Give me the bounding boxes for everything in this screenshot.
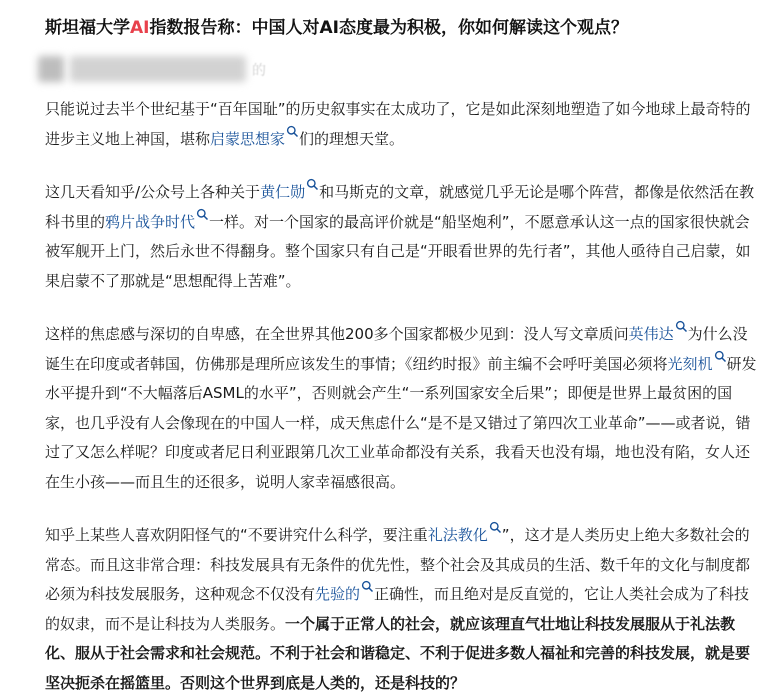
keyword-link-jensen-huang[interactable]: 黄仁勋: [260, 183, 306, 201]
paragraph-text: 和马斯克的文章，就感觉几乎无论是哪个阵营，都像是依然活在教科书里的: [45, 183, 755, 231]
paragraph-text: 们的理想天堂。: [299, 129, 405, 148]
search-icon[interactable]: [361, 580, 374, 593]
paragraph-text: 研发水平提升到“不大幅落后ASML的水平”，否则就会产生“一系列国家安全后果”；即便是世界上最贫困的国家，也几乎没有人会像现在的中国人一样，成天焦虑什么“是不是又错过了第四次工业革命”——或者说，错过了又怎么样呢？印度或者尼日利亚跟第几次工业革命都没有关系，我看天也没有塌，地也没有陷，女人还在生小孩——而且生的还很多，说明人家幸福感很高。: [45, 354, 757, 491]
title-pre: 斯坦福大学: [45, 18, 130, 38]
paragraph-text: 为什么没诞生在印度或者韩国，仿佛那是理所应该发生的事情；《纽约时报》前主编不会呼吁美国必须将: [45, 325, 748, 373]
bold-statement: 一个属于正常人的社会，就应该理直气壮地让科技发展服从于礼法教化、服从于社会需求和社会规范。不利于社会和谐稳定、不利于促进多数人福祉和完善的科技发展，就是要坚决扼杀在摇篮里。否则这个世界到底是人类的，还是科技的？: [45, 614, 751, 692]
search-icon[interactable]: [714, 350, 727, 363]
paragraph-text: 知乎上某些人喜欢阴阳怪气的“不要讲究什么科学，要注重: [45, 526, 428, 544]
paragraph-text: 只能说过去半个世纪基于“百年国耻”的历史叙事实在太成功了，它是如此深刻地塑造了如今地球上最奇特的进步主义地上神国，堪称: [45, 100, 751, 148]
title-post: 指数报告称：中国人对AI态度最为积极，你如何解读这个观点？: [149, 18, 628, 38]
search-icon[interactable]: [489, 521, 502, 534]
keyword-link-lithography-machine[interactable]: 光刻机: [667, 354, 713, 373]
keyword-link-enlightenment-thinker[interactable]: 启蒙思想家: [210, 129, 286, 148]
paragraph-text: ”，这才是人类历史上绝大多数社会的常态。而且这非常合理：科技发展具有无条件的优先性，整个社会及其成员的生活、数千年的文化与制度都必须为科技发展服务，这种观念不仅没有: [45, 526, 751, 603]
search-icon[interactable]: [196, 208, 209, 221]
search-icon[interactable]: [675, 320, 688, 333]
blurred-author-name: [70, 56, 246, 82]
paragraph-2: [45, 178, 757, 296]
keyword-link-opium-war-era[interactable]: 鸦片战争时代: [105, 212, 196, 231]
search-icon[interactable]: [286, 125, 299, 138]
paragraph-text: 一样。对一个国家的最高评价就是“船坚炮利”，不愿意承认这一点的国家很快就会被军舰开上门，然后永世不得翻身。整个国家只有自己是“开眼看世界的先行者”，其他人亟待自己启蒙，如果启蒙不了那就是“思想配得上苦难”。: [45, 212, 751, 290]
question-title[interactable]: [45, 16, 765, 40]
title-highlight: AI: [130, 18, 150, 38]
keyword-link-etiquette-education[interactable]: 礼法教化: [427, 526, 488, 544]
paragraph-text: 这样的焦虑感与深切的自卑感，在全世界其他200多个国家都极少见到：没人写文章质问: [45, 325, 629, 343]
paragraph-1: [45, 95, 757, 154]
answer-content: [45, 95, 757, 698]
search-icon[interactable]: [306, 178, 319, 191]
keyword-link-a-priori[interactable]: 先验的: [315, 585, 361, 603]
author-info[interactable]: [34, 56, 274, 82]
author-tail-text: 的: [252, 63, 266, 79]
paragraph-text: 这几天看知乎/公众号上各种关于: [45, 183, 261, 201]
keyword-link-nvidia[interactable]: 英伟达: [628, 325, 674, 343]
paragraph-3: [45, 320, 757, 497]
blurred-avatar: [38, 56, 64, 82]
paragraph-text: 正确性，而且绝对是反直觉的，它让人类社会成为了科技的奴隶，而不是让科技为人类服务。: [45, 585, 750, 633]
paragraph-4: [45, 521, 757, 698]
